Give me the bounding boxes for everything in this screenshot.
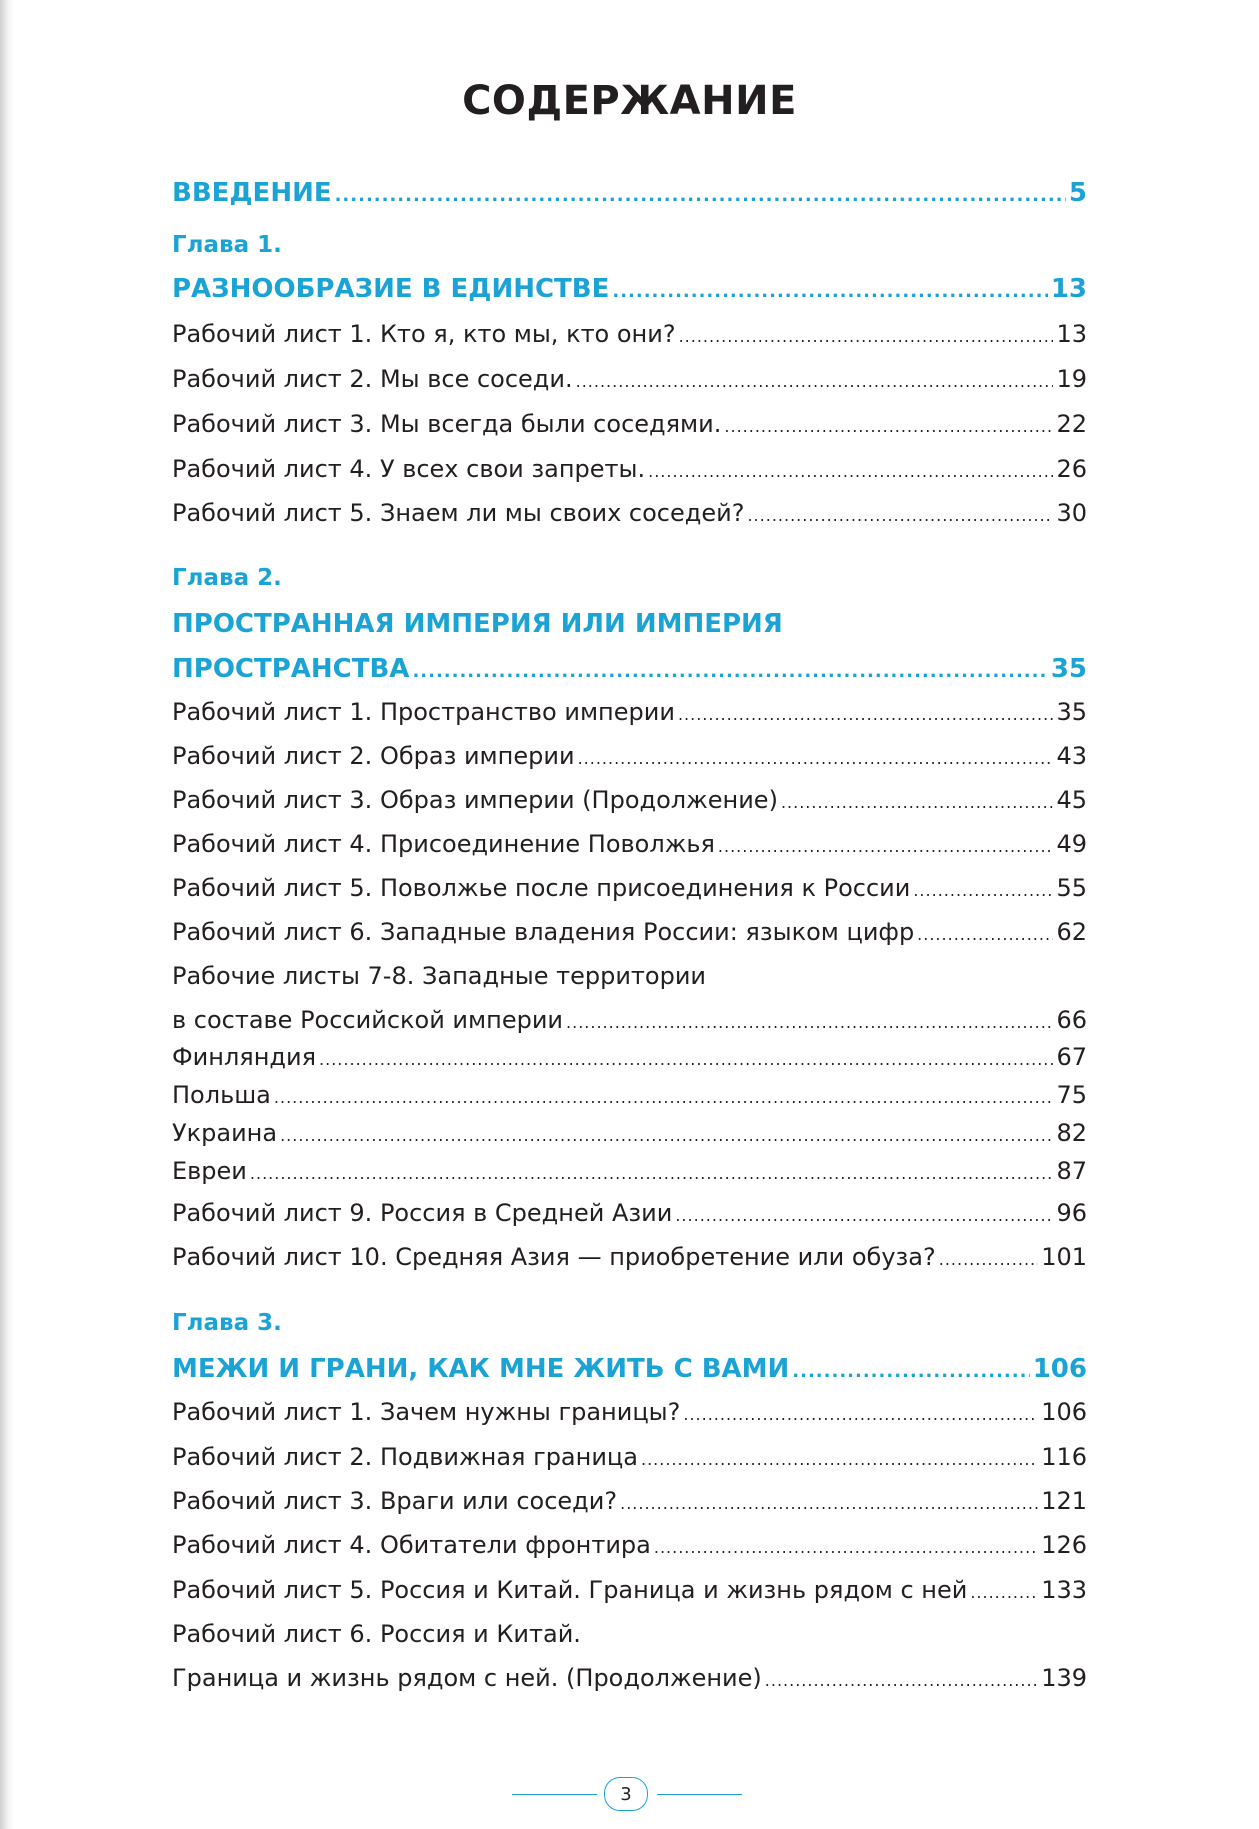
dot-leader [578,749,1054,768]
page-edge-shadow [0,0,14,1829]
dot-leader [412,661,1047,682]
dot-leader [679,327,1054,346]
dot-leader [792,1361,1029,1382]
chapter-1-label: Глава 1. [172,232,282,258]
page-title: СОДЕРЖАНИЕ [462,78,797,124]
dot-leader [678,705,1054,724]
toc-item[interactable]: Рабочий лист 6. Западные владения России: языком цифр ..... 62 [172,918,1087,946]
chapter-3-title-row[interactable] [172,1354,1087,1384]
chapter-2-label: Глава 2. [172,565,282,591]
page-footer [512,1777,742,1813]
toc-item[interactable]: в составе Российской империи ..... 66 [172,1006,1087,1034]
dot-leader [781,793,1054,812]
toc-item[interactable]: Рабочий лист 1. Зачем нужны границы? ..... 106 [172,1398,1087,1426]
toc-item[interactable]: Польша ..... 75 [172,1081,1087,1109]
toc-item[interactable]: Граница и жизнь рядом с ней. (Продолжение) ..... 139 [172,1664,1087,1692]
page-number-badge: 3 [604,1777,648,1811]
chapter-1-title-row[interactable] [172,274,1087,304]
toc-item[interactable]: Финляндия ..... 67 [172,1043,1087,1071]
dot-leader [576,372,1054,391]
dot-leader [765,1671,1038,1690]
toc-item[interactable]: Рабочий лист 10. Средняя Азия — приобретение или обуза? ..... 101 [172,1243,1087,1271]
chapter-3-title: МЕЖИ И ГРАНИ, КАК МНЕ ЖИТЬ С ВАМИ [172,1354,790,1384]
dot-leader [319,1050,1053,1069]
chapter-3-label: Глава 3. [172,1310,282,1336]
chapter-1-page: 13 [1050,274,1087,304]
dot-leader [675,1206,1053,1225]
dot-leader [335,185,1066,206]
toc-item[interactable]: Евреи ..... 87 [172,1157,1087,1185]
dot-leader [747,506,1053,525]
dot-leader [280,1126,1053,1145]
toc-item[interactable]: Рабочий лист 4. У всех свои запреты. ..... 26 [172,455,1087,483]
chapter-2-title-row[interactable] [172,654,1087,684]
toc-item[interactable]: Рабочий лист 4. Присоединение Поволжья ..... 49 [172,830,1087,858]
chapter-2-title-line1[interactable]: ПРОСТРАННАЯ ИМПЕРИЯ ИЛИ ИМПЕРИЯ [172,609,783,639]
dot-leader [970,1583,1038,1602]
dot-leader [648,462,1053,481]
dot-leader [913,881,1053,900]
toc-item[interactable]: Рабочий лист 1. Кто я, кто мы, кто они? ..... 13 [172,320,1087,348]
dot-leader [566,1013,1053,1032]
dot-leader [718,837,1054,856]
dot-leader [939,1250,1038,1269]
toc-item[interactable]: Рабочий лист 3. Образ империи (Продолжение) ..... 45 [172,786,1087,814]
footer-rule-right [657,1794,742,1795]
toc-item[interactable]: Рабочий лист 3. Мы всегда были соседями. ..... 22 [172,410,1087,438]
dot-leader [654,1538,1038,1557]
toc-item[interactable]: Рабочий лист 9. Россия в Средней Азии ..... 96 [172,1199,1087,1227]
dot-leader [683,1405,1038,1424]
toc-intro[interactable] [172,178,1087,208]
toc-item[interactable]: Рабочий лист 2. Образ империи ..... 43 [172,742,1087,770]
chapter-1-title: РАЗНООБРАЗИЕ В ЕДИНСТВЕ [172,274,610,304]
toc-intro-label: ВВЕДЕНИЕ [172,178,332,208]
toc-item[interactable]: Рабочий лист 5. Знаем ли мы своих соседей? ..... 30 [172,499,1087,527]
dot-leader [724,417,1053,436]
dot-leader [641,1450,1038,1469]
toc-item[interactable]: Украина ..... 82 [172,1119,1087,1147]
chapter-3-page: 106 [1032,1354,1087,1384]
toc-item[interactable]: Рабочий лист 1. Пространство империи ..... 35 [172,698,1087,726]
toc-item[interactable]: Рабочий лист 2. Мы все соседи. ..... 19 [172,365,1087,393]
toc-item[interactable]: Рабочий лист 3. Враги или соседи? ..... 121 [172,1487,1087,1515]
dot-leader [274,1088,1054,1107]
toc-item[interactable]: Рабочий лист 5. Россия и Китай. Граница и жизнь рядом с ней ..... 133 [172,1576,1087,1604]
chapter-2-title: ПРОСТРАНСТВА [172,654,410,684]
toc-item[interactable]: Рабочий лист 2. Подвижная граница ..... 116 [172,1443,1087,1471]
toc-item[interactable]: Рабочий лист 5. Поволжье после присоединения к России ..... 55 [172,874,1087,902]
dot-leader [612,281,1047,302]
dot-leader [620,1494,1038,1513]
toc-intro-page: 5 [1068,178,1087,208]
toc-item[interactable]: Рабочий лист 4. Обитатели фронтира ..... 126 [172,1531,1087,1559]
toc-item-line1[interactable]: Рабочие листы 7-8. Западные территории [172,962,707,990]
chapter-2-page: 35 [1050,654,1087,684]
toc-item-line1[interactable]: Рабочий лист 6. Россия и Китай. [172,1620,581,1648]
dot-leader [917,925,1053,944]
footer-rule-left [512,1794,597,1795]
dot-leader [250,1164,1054,1183]
